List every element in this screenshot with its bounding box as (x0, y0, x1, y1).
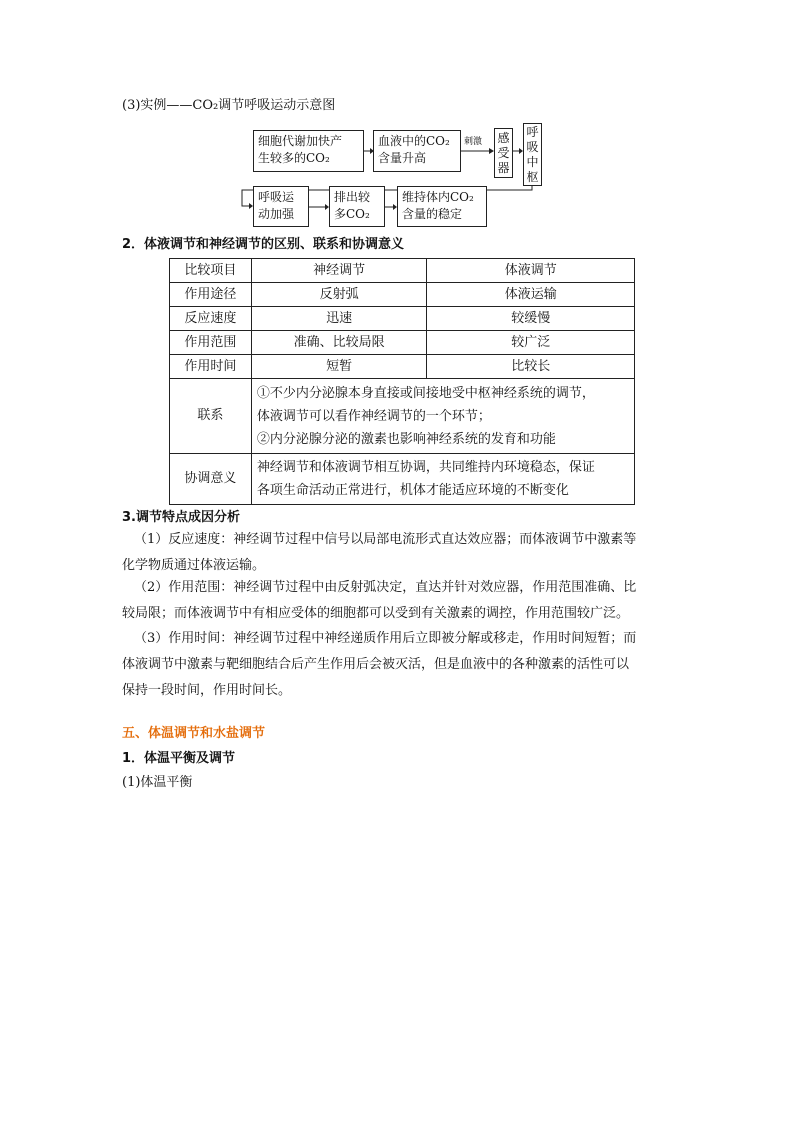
paragraph-line: 较局限；而体液调节中有相应受体的细胞都可以受到有关激素的调控，作用范围较广泛。 (122, 606, 630, 621)
diagram-text: 维持体内CO₂ (402, 190, 474, 204)
paragraph-time (122, 626, 682, 704)
meaning-line: 神经调节和体液调节相互协调，共同维持内环境稳态，保证 (256, 460, 595, 475)
table-row-meaning (170, 454, 635, 505)
diagram-text: 器 (497, 161, 510, 175)
stimulus-label: 刺激 (464, 137, 483, 147)
table-cell: 反应速度 (170, 307, 252, 331)
paragraph-line: （2）作用范围：神经调节过程中由反射弧决定，直达并针对效应器，作用范围准确、比 (134, 580, 637, 595)
diagram-text: 血液中的CO₂ (378, 134, 450, 148)
table-cell: 作用范围 (170, 331, 252, 355)
section-5-subtitle: 1．体温平衡及调节 (122, 751, 236, 766)
paragraph-speed (122, 527, 682, 579)
table-cell: 反射弧 (251, 283, 427, 307)
paragraph-line: （1）反应速度：神经调节过程中信号以局部电流形式直达效应器；而体液调节中激素等 (134, 532, 637, 547)
relation-line: ②内分泌腺分泌的激素也影响神经系统的发育和功能 (256, 431, 556, 447)
diagram-text: 感 (497, 131, 510, 145)
section-3-title: 3.调节特点成因分析 (122, 510, 240, 525)
diagram-box-exhale-co2 (329, 186, 385, 227)
comparison-table (169, 258, 635, 505)
example-heading: (3)实例——CO₂调节呼吸运动示意图 (122, 98, 336, 113)
paragraph-line: 保持一段时间，作用时间长。 (122, 683, 292, 698)
table-cell: 体液运输 (427, 283, 635, 307)
diagram-text: 枢 (526, 170, 539, 184)
paragraph-line: 化学物质通过体液运输。 (122, 558, 266, 573)
diagram-box-stable-co2 (397, 186, 487, 227)
table-cell: 准确、比较局限 (251, 331, 427, 355)
diagram-text: 细胞代谢加快产 (258, 134, 343, 148)
table-cell: 较缓慢 (427, 307, 635, 331)
section-2-title: 2．体液调节和神经调节的区别、联系和协调意义 (122, 237, 405, 252)
table-cell: 短暂 (251, 355, 427, 379)
relation-line: ①不少内分泌腺本身直接或间接地受中枢神经系统的调节， (256, 385, 595, 401)
table-cell: 神经调节 (251, 259, 427, 283)
meaning-cell (251, 454, 634, 505)
relation-cell (251, 379, 634, 454)
arrow-icon (461, 146, 495, 156)
diagram-text: 含量的稳定 (402, 207, 463, 221)
section-5-item: (1)体温平衡 (122, 775, 193, 790)
table-row (170, 355, 635, 379)
diagram-text: 含量升高 (378, 151, 427, 165)
paragraph-range (122, 575, 682, 627)
table-row (170, 307, 635, 331)
diagram-text: 呼吸运 (258, 190, 295, 204)
paragraph-line: 体液调节中激素与靶细胞结合后产生作用后会被灭活，但是血液中的各种激素的活性可以 (122, 657, 630, 672)
meaning-line: 各项生命活动正常进行，机体才能适应环境的不断变化 (256, 483, 569, 498)
diagram-box-metabolism (253, 130, 364, 172)
diagram-text: 多CO₂ (334, 207, 370, 221)
table-cell: 迅速 (251, 307, 427, 331)
diagram-text: 受 (497, 146, 510, 160)
table-cell: 比较项目 (170, 259, 252, 283)
table-cell: 作用途径 (170, 283, 252, 307)
table-row (170, 331, 635, 355)
diagram-text: 排出较 (334, 190, 371, 204)
table-cell: 作用时间 (170, 355, 252, 379)
table-cell: 联系 (170, 379, 252, 454)
diagram-text: 呼 (526, 125, 539, 139)
table-header-row (170, 259, 635, 283)
diagram-text: 吸 (526, 140, 539, 154)
paragraph-line: （3）作用时间：神经调节过程中神经递质作用后立即被分解或移走，作用时间短暂；而 (134, 631, 637, 646)
diagram-box-blood-co2 (373, 130, 461, 172)
diagram-text: 动加强 (258, 207, 295, 221)
table-cell: 较广泛 (427, 331, 635, 355)
diagram-box-breathing-up (253, 186, 309, 227)
relation-line: 体液调节可以看作神经调节的一个环节； (256, 408, 491, 424)
section-5-title: 五、体温调节和水盐调节 (122, 726, 266, 741)
table-cell: 协调意义 (170, 454, 252, 505)
table-cell: 体液调节 (427, 259, 635, 283)
table-cell: 比较长 (427, 355, 635, 379)
arrow-icon (309, 202, 330, 212)
diagram-text: 中 (526, 155, 539, 169)
table-row (170, 283, 635, 307)
table-row-relation (170, 379, 635, 454)
diagram-text: 生较多的CO₂ (258, 151, 330, 165)
